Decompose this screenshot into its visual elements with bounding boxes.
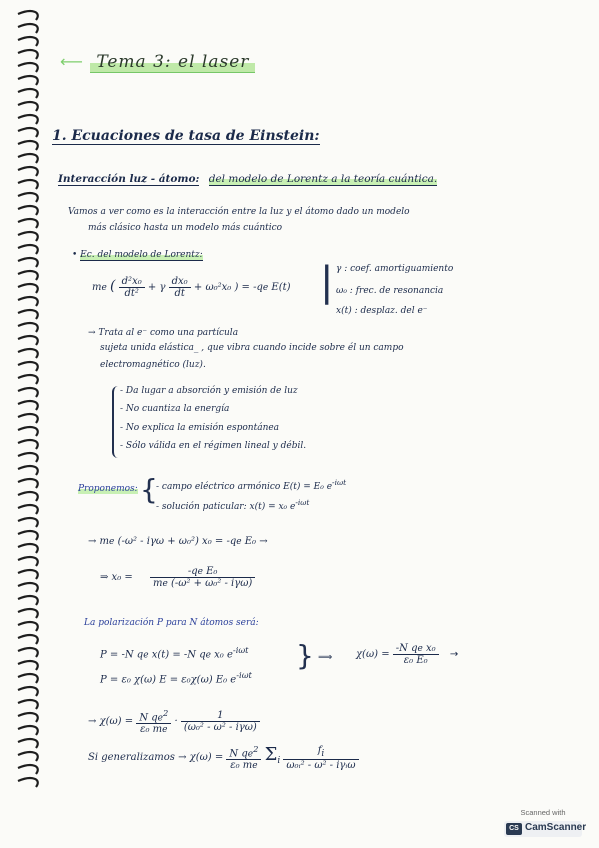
spiral-coil	[18, 726, 38, 735]
spiral-coil	[18, 531, 38, 540]
p1-exp: -iωt	[232, 645, 249, 655]
spiral-coil	[18, 739, 38, 748]
spiral-coil	[18, 89, 38, 98]
spiral-coil	[18, 778, 38, 787]
spiral-coil	[18, 505, 38, 514]
spiral-coil	[18, 102, 38, 111]
properties-brace	[112, 386, 118, 458]
proponemos-line-1	[156, 478, 346, 492]
spiral-coil	[18, 713, 38, 722]
first-derivative: $\frac{\text{dx₀}}{dt}$	[169, 276, 191, 299]
spiral-coil	[18, 206, 38, 215]
proponemos-label-text: Proponemos:	[78, 484, 138, 494]
spiral-coil	[18, 193, 38, 202]
camscanner-logo	[504, 821, 587, 837]
spiral-coil	[18, 609, 38, 618]
property-4: - Sólo válida en el régimen lineal y débil.	[120, 441, 307, 451]
polarization-heading: La polarización P para N átomos será:	[84, 618, 259, 628]
spiral-coil	[18, 661, 38, 670]
lorentz-heading: • Ec. del modelo de Lorentz:	[72, 250, 203, 260]
spiral-coil	[18, 674, 38, 683]
restoring-term: + ω₀²x₀ ) = -q	[193, 282, 263, 293]
chi-full-lhs: → χ(ω) =	[88, 716, 134, 728]
chi-full-num: N q	[139, 712, 158, 724]
mass-symbol: m	[92, 282, 102, 293]
camscanner-name: CamScanner	[525, 822, 587, 833]
spiral-coil	[18, 765, 38, 774]
generalized-lhs: Si generalizamos → χ(ω) =	[88, 752, 224, 764]
spiral-coil	[18, 414, 38, 423]
generalized-fraction-1: $\frac{N qe^2}{\text{ε₀ me}}$	[226, 744, 261, 771]
damping-term: + γ	[147, 282, 166, 293]
spiral-coil	[18, 544, 38, 553]
generalized-num2: f	[317, 744, 322, 756]
spiral-coil	[18, 323, 38, 332]
spiral-coil	[18, 648, 38, 657]
polarization-eq-2	[100, 670, 252, 685]
chi-full-num2: 1	[181, 710, 260, 722]
subsection-label: Interacción luz - átomo:	[58, 173, 200, 185]
p2-a: P = ε₀ χ(ω) E = ε₀χ(ω) E₀ e	[100, 674, 237, 686]
spiral-coil	[18, 466, 38, 475]
chi-den: ε₀ E₀	[403, 655, 428, 666]
spiral-coil	[18, 115, 38, 124]
spiral-coil	[18, 700, 38, 709]
spiral-coil	[18, 310, 38, 319]
lorentz-equation: me ( $\frac{\text{d²x₀}}{\text{dt²}}$ + γ $\frac{\text{dx₀}}{dt}$ + ω₀²x₀ ) = -qe E(t)	[92, 276, 291, 299]
p1-b: x(t) = -N q	[151, 649, 206, 661]
spiral-coil	[18, 284, 38, 293]
spiral-coil	[18, 50, 38, 59]
sum-index: i	[277, 756, 281, 767]
spiral-coil	[18, 401, 38, 410]
generalized-fraction-2: $\frac{f_i}{\text{ω₀ᵢ² - ω² - iγᵢω}}$	[283, 745, 358, 771]
generalized-den2: ω₀ᵢ² - ω² - iγᵢω	[286, 759, 356, 771]
spiral-coil	[18, 245, 38, 254]
particular-solution-exp: -iωt	[295, 498, 310, 507]
spiral-coil	[18, 76, 38, 85]
proponemos-label	[78, 484, 138, 494]
proponemos-brace: {	[140, 473, 158, 506]
property-2: - No cuantiza la energía	[120, 404, 230, 414]
watermark-top-text: Scanned with	[520, 808, 566, 817]
spiral-coil	[18, 479, 38, 488]
chi-full-fraction-1: $\frac{N qe^2}{\text{ε₀ me}}$	[136, 708, 171, 735]
spiral-coil	[18, 297, 38, 306]
polarization-brace: }	[296, 639, 314, 672]
spiral-coil	[18, 167, 38, 176]
x0-num2: E₀	[206, 566, 218, 577]
property-1: - Da lugar a absorción y emisión de luz	[120, 386, 298, 396]
defs-brace: |	[320, 259, 334, 305]
spiral-coil	[18, 219, 38, 228]
spiral-coil	[18, 622, 38, 631]
subsection-desc: del modelo de Lorentz a la teoría cuántica.	[208, 173, 438, 185]
substituted-lhs: → m	[88, 536, 110, 547]
p1-c: x₀ e	[214, 649, 233, 661]
x0-den2: (-ω² + ω₀² - iγω)	[170, 578, 253, 589]
substituted-end: E₀ →	[244, 536, 268, 547]
chi-full-den2: (ω₀² - ω² - iγω)	[183, 722, 257, 734]
section-heading-text: 1. Ecuaciones de tasa de Einstein:	[52, 128, 320, 144]
x0-fraction: $\frac{\text{-qe E₀}}{\text{me (-ω² + ω₀² - iγω)}}$	[150, 566, 255, 589]
generalized-num: N q	[229, 748, 248, 760]
spiral-coil	[18, 336, 38, 345]
spiral-coil	[18, 141, 38, 150]
spiral-coil	[18, 24, 38, 33]
spiral-coil	[18, 440, 38, 449]
spiral-coil	[18, 63, 38, 72]
spiral-coil	[18, 752, 38, 761]
spiral-coil	[18, 687, 38, 696]
spiral-coil	[18, 154, 38, 163]
spiral-coil	[18, 128, 38, 137]
substituted-equation: → me (-ω² - iγω + ω₀²) x₀ = -qe E₀ →	[88, 536, 268, 547]
spiral-coil	[18, 180, 38, 189]
title-arrow-icon: ⟵	[60, 52, 84, 71]
substituted-body: (-ω² - iγω + ω₀²) x₀ = -q	[117, 536, 237, 547]
page-title-text: Tema 3: el laser	[90, 52, 255, 73]
def-displacement: x(t) : desplaz. del e⁻	[336, 306, 428, 316]
def-gamma: γ : coef. amortiguamiento	[336, 264, 454, 274]
particle-line-3: electromagnético (luz).	[100, 360, 206, 370]
section-heading	[52, 128, 320, 144]
intro-line-2: más clásico hasta un modelo más cuántico	[88, 223, 283, 233]
p1-a: P = -N q	[100, 649, 144, 661]
generalized-den: ε₀ m	[230, 760, 253, 772]
chi-full-equation: → χ(ω) = $\frac{N qe^2}{\text{ε₀ me}}$ · $\frac{1}{\text{(ω₀² - ω² - iγω)}}$	[88, 708, 260, 735]
spiral-coil	[18, 427, 38, 436]
camscanner-watermark	[500, 808, 586, 840]
sum-symbol: Σ	[264, 744, 278, 766]
spiral-coil	[18, 492, 38, 501]
property-3: - No explica la emisión espontánea	[120, 423, 280, 433]
second-derivative: $\frac{\text{d²x₀}}{\text{dt²}}$	[119, 276, 145, 299]
chi-arrow: ⟹	[318, 652, 333, 663]
camscanner-icon: CS	[506, 823, 522, 835]
chi-full-fraction-2	[181, 710, 260, 733]
chi-num2: x₀	[426, 643, 436, 654]
x0-den: m	[152, 578, 163, 589]
spiral-coil	[18, 518, 38, 527]
proponemos-line-2	[156, 498, 309, 512]
spiral-coil	[18, 570, 38, 579]
subsection-interaccion	[58, 173, 437, 185]
lorentz-heading-text: Ec. del modelo de Lorentz:	[80, 250, 203, 260]
def-omega0: ω₀ : frec. de resonancia	[336, 286, 444, 296]
p2-exp: -iωt	[236, 670, 252, 680]
spiral-coil	[18, 453, 38, 462]
spiral-coil	[18, 37, 38, 46]
polarization-eq-1: P = -N qe x(t) = -N qe x₀ $e^{-i\omega t}$	[100, 645, 249, 661]
spiral-coil	[18, 583, 38, 592]
spiral-coil	[18, 635, 38, 644]
field-term: E(t)	[271, 282, 291, 293]
spiral-binding	[14, 8, 48, 798]
particle-line-2: sujeta unida elástica_ , que vibra cuando incide sobre él un campo	[100, 343, 404, 353]
spiral-coil	[18, 11, 38, 20]
spiral-coil	[18, 362, 38, 371]
harmonic-field: - campo eléctrico armónico E(t) = E₀ e	[156, 482, 333, 492]
x0-equation	[100, 566, 255, 589]
x0-lhs: ⇒ x₀ =	[100, 572, 133, 583]
spiral-coil	[18, 349, 38, 358]
chi-full-den: ε₀ m	[140, 724, 163, 736]
chi-equation: χ(ω) = $\frac{\text{-N qe x₀}}{\text{ε₀ E₀}}$ →	[356, 643, 459, 666]
intro-line-1: Vamos a ver como es la interacción entre la luz y el átomo dado un modelo	[68, 207, 410, 217]
spiral-coil	[18, 388, 38, 397]
chi-lhs: χ(ω) =	[356, 649, 390, 660]
harmonic-field-exp: -iωt	[332, 478, 347, 487]
spiral-coil	[18, 596, 38, 605]
chi-fraction: $\frac{\text{-N qe x₀}}{\text{ε₀ E₀}}$	[393, 643, 439, 666]
spiral-coil	[18, 232, 38, 241]
spiral-coil	[18, 271, 38, 280]
particular-solution: - solución paticular: x(t) = x₀ e	[156, 502, 296, 512]
particle-line-1: → Trata al e⁻ como una partícula	[88, 328, 239, 338]
chi-num: -N q	[395, 643, 418, 654]
page-title	[60, 52, 255, 72]
spiral-coil	[18, 557, 38, 566]
x0-num: -q	[187, 566, 198, 577]
spiral-coil	[18, 258, 38, 267]
spiral-coil	[18, 375, 38, 384]
generalized-equation	[88, 744, 359, 771]
